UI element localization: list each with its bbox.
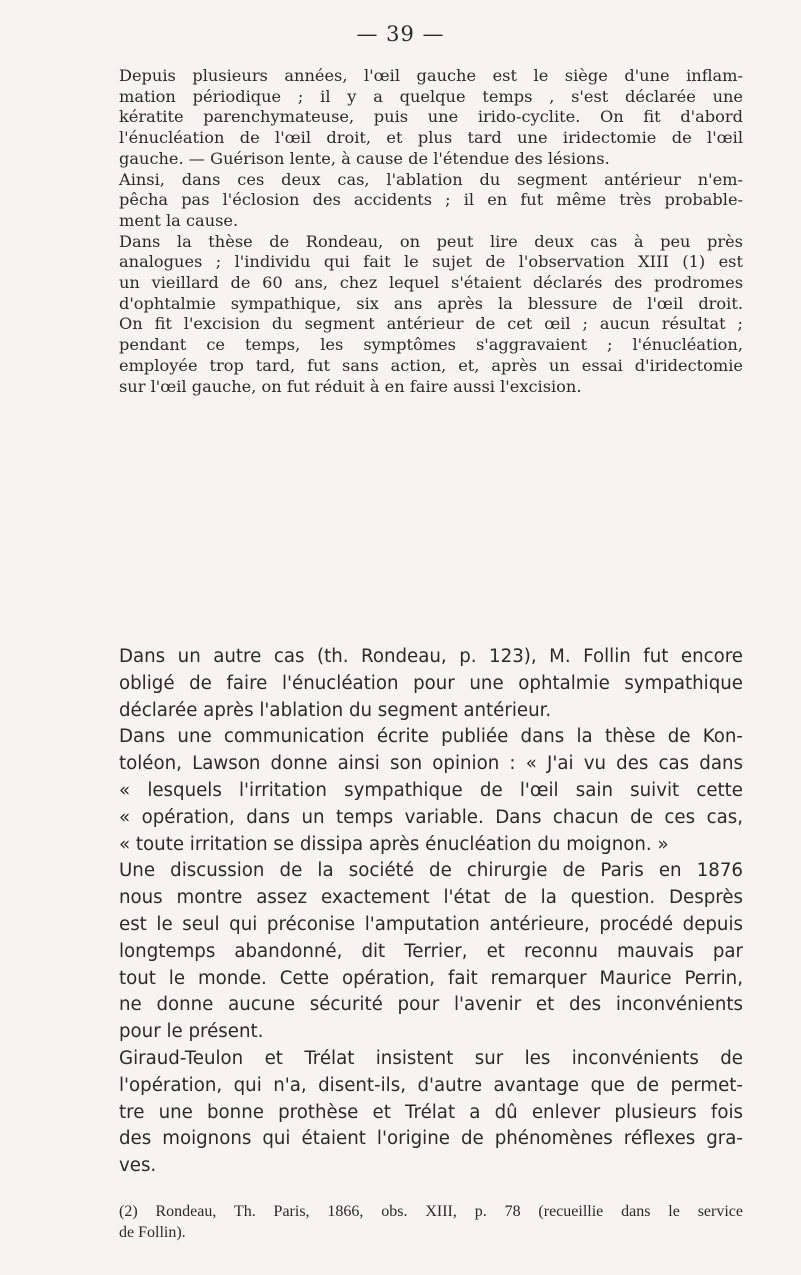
text-line: longtemps abandonné, dit Terrier, et reconnu mauvais par	[119, 940, 743, 962]
paragraph-4	[87, 644, 743, 724]
text-line: nous montre assez exactement l'état de la question. Desprès	[119, 887, 743, 909]
text-line: Depuis plusieurs années, l'œil gauche est le siège d'une inflam-	[119, 66, 743, 85]
text-line: d'ophtalmie sympathique, six ans après la blessure de l'œil droit.	[119, 293, 743, 313]
text-line: pêcha pas l'éclosion des accidents ; il en fut même très probable-	[119, 190, 743, 210]
text-line: obligé de faire l'énucléation pour une ophtalmie sympathique	[119, 672, 743, 694]
text-line: kératite parenchymateuse, puis une irido-cyclite. On fit d'abord	[119, 107, 743, 127]
text-line: gauche. — Guérison lente, à cause de l'étendue des lésions.	[119, 148, 610, 168]
text-line: Une discussion de la société de chirurgie de Paris en 1876	[119, 860, 743, 882]
text-line: « lesquels l'irritation sympathique de l'œil sain suivit cette	[119, 779, 743, 801]
text-line: Dans la thèse de Rondeau, on peut lire deux cas à peu près	[119, 231, 743, 251]
text-line: pour le présent.	[119, 1021, 264, 1043]
footnote-line: de Follin).	[119, 1223, 186, 1241]
text-line: tre une bonne prothèse et Trélat a dû enlever plusieurs fois	[119, 1101, 743, 1123]
footnote	[87, 1202, 743, 1243]
text-line: pendant ce temps, les symptômes s'aggravaient ; l'énucléation,	[119, 335, 743, 355]
paragraph-6	[87, 858, 743, 1046]
text-line: ne donne aucune sécurité pour l'avenir et des inconvénients	[119, 994, 743, 1016]
text-line: « opération, dans un temps variable. Dans chacun de ces cas,	[119, 806, 743, 828]
text-line: sur l'œil gauche, on fut réduit à en faire aussi l'excision.	[119, 376, 582, 396]
page-number: — 39 —	[356, 22, 445, 46]
text-line: On fit l'excision du segment antérieur de cet œil ; aucun résultat ;	[119, 314, 743, 334]
footnote-line: (2) Rondeau, Th. Paris, 1866, obs. XIII, p. 78 (recueillie dans le service	[119, 1203, 743, 1220]
text-line: ves.	[119, 1155, 157, 1177]
text-line: Giraud-Teulon et Trélat insistent sur les inconvénients de	[119, 1047, 743, 1069]
text-line: ment la cause.	[119, 210, 239, 230]
text-line: « toute irritation se dissipa après énucléation du moignon. »	[119, 833, 669, 855]
text-line: Dans une communication écrite publiée dans la thèse de Kon-	[119, 726, 743, 748]
text-line: des moignons qui étaient l'origine de phénomènes réflexes gra-	[119, 1128, 743, 1150]
text-line: l'opération, qui n'a, disent-ils, d'autre avantage que de permet-	[119, 1074, 743, 1096]
footnote-paragraph	[87, 1202, 743, 1243]
text-line: Dans un autre cas (th. Rondeau, p. 123), M. Follin fut encore	[119, 646, 743, 667]
text-line: un vieillard de 60 ans, chez lequel s'étaient déclarés des prodromes	[119, 273, 743, 293]
text-line: toléon, Lawson donne ainsi son opinion : « J'ai vu des cas dans	[119, 753, 743, 775]
paragraph-7	[87, 1046, 743, 1180]
paragraph-2	[87, 170, 743, 232]
text-line: tout le monde. Cette opération, fait remarquer Maurice Perrin,	[119, 967, 743, 989]
text-line: mation périodique ; il y a quelque temps , s'est déclarée une	[119, 86, 743, 106]
text-line: employée trop tard, fut sans action, et, après un essai d'iridectomie	[119, 355, 743, 375]
text-line: analogues ; l'individu qui fait le sujet de l'observation XIII (1) est	[119, 252, 743, 272]
paragraph-3	[87, 232, 743, 398]
body-text-large	[87, 644, 743, 1180]
paragraph-1	[87, 66, 743, 170]
text-line: est le seul qui préconise l'amputation antérieure, procédé depuis	[119, 913, 743, 935]
text-line: l'énucléation de l'œil droit, et plus tard une iridectomie de l'œil	[119, 128, 743, 148]
body-text-small	[87, 66, 743, 397]
paragraph-5	[87, 724, 743, 858]
text-line: Ainsi, dans ces deux cas, l'ablation du segment antérieur n'em-	[119, 169, 743, 189]
text-line: déclarée après l'ablation du segment antérieur.	[119, 699, 552, 721]
